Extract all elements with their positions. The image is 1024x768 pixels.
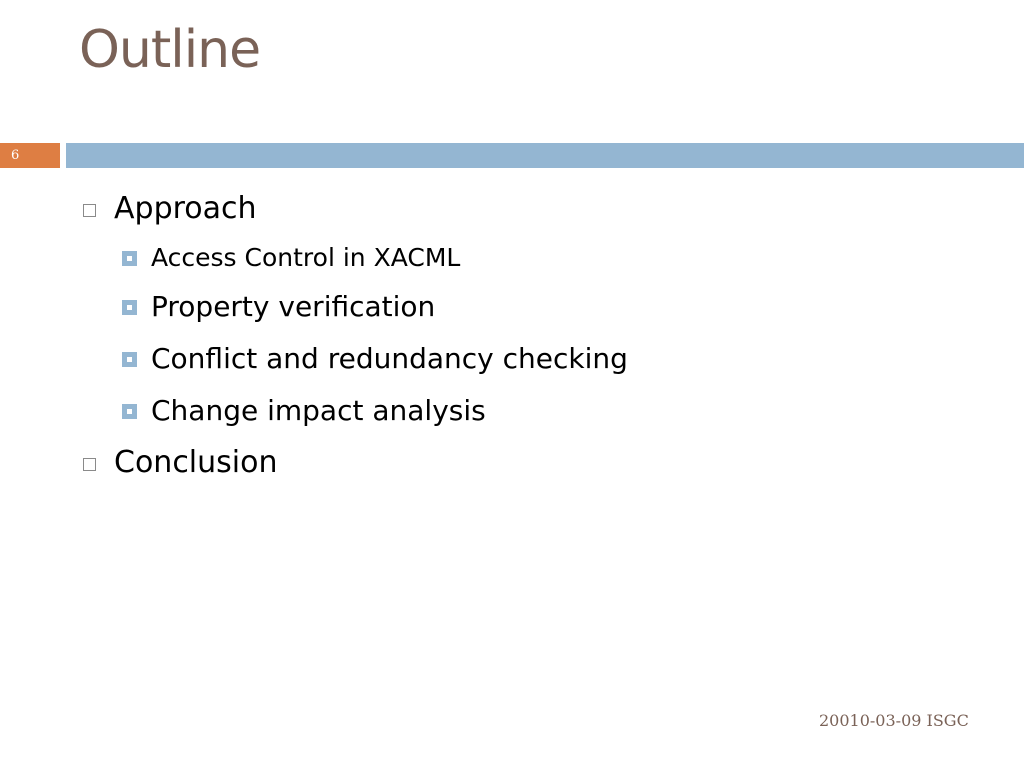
page-number-badge [0,143,60,168]
sub-bullet-text: Change impact analysis [151,393,486,427]
bullet-text: Approach [114,190,257,226]
square-bullet-icon [122,352,137,367]
hollow-square-bullet-icon [83,204,96,217]
slide-title: Outline [79,20,261,80]
bullet-item-approach [80,182,980,234]
page-number: 6 [11,148,20,163]
hollow-square-bullet-icon [83,458,96,471]
sub-bullet-item [80,234,980,280]
square-bullet-icon [122,251,137,266]
bullet-text: Conclusion [114,444,278,480]
sub-bullet-text: Conflict and redundancy checking [151,341,628,375]
sub-bullet-text: Access Control in XACML [151,242,461,272]
bullet-list [80,182,980,488]
square-bullet-icon [122,404,137,419]
footer-date: 20010-03-09 ISGC [819,711,969,730]
sub-bullet-item [80,332,980,384]
sub-bullet-item [80,384,980,436]
square-bullet-icon [122,300,137,315]
bullet-item-conclusion [80,436,980,488]
title-divider-bar [66,143,1024,168]
sub-bullet-text: Property verification [151,289,436,323]
sub-bullet-item [80,280,980,332]
